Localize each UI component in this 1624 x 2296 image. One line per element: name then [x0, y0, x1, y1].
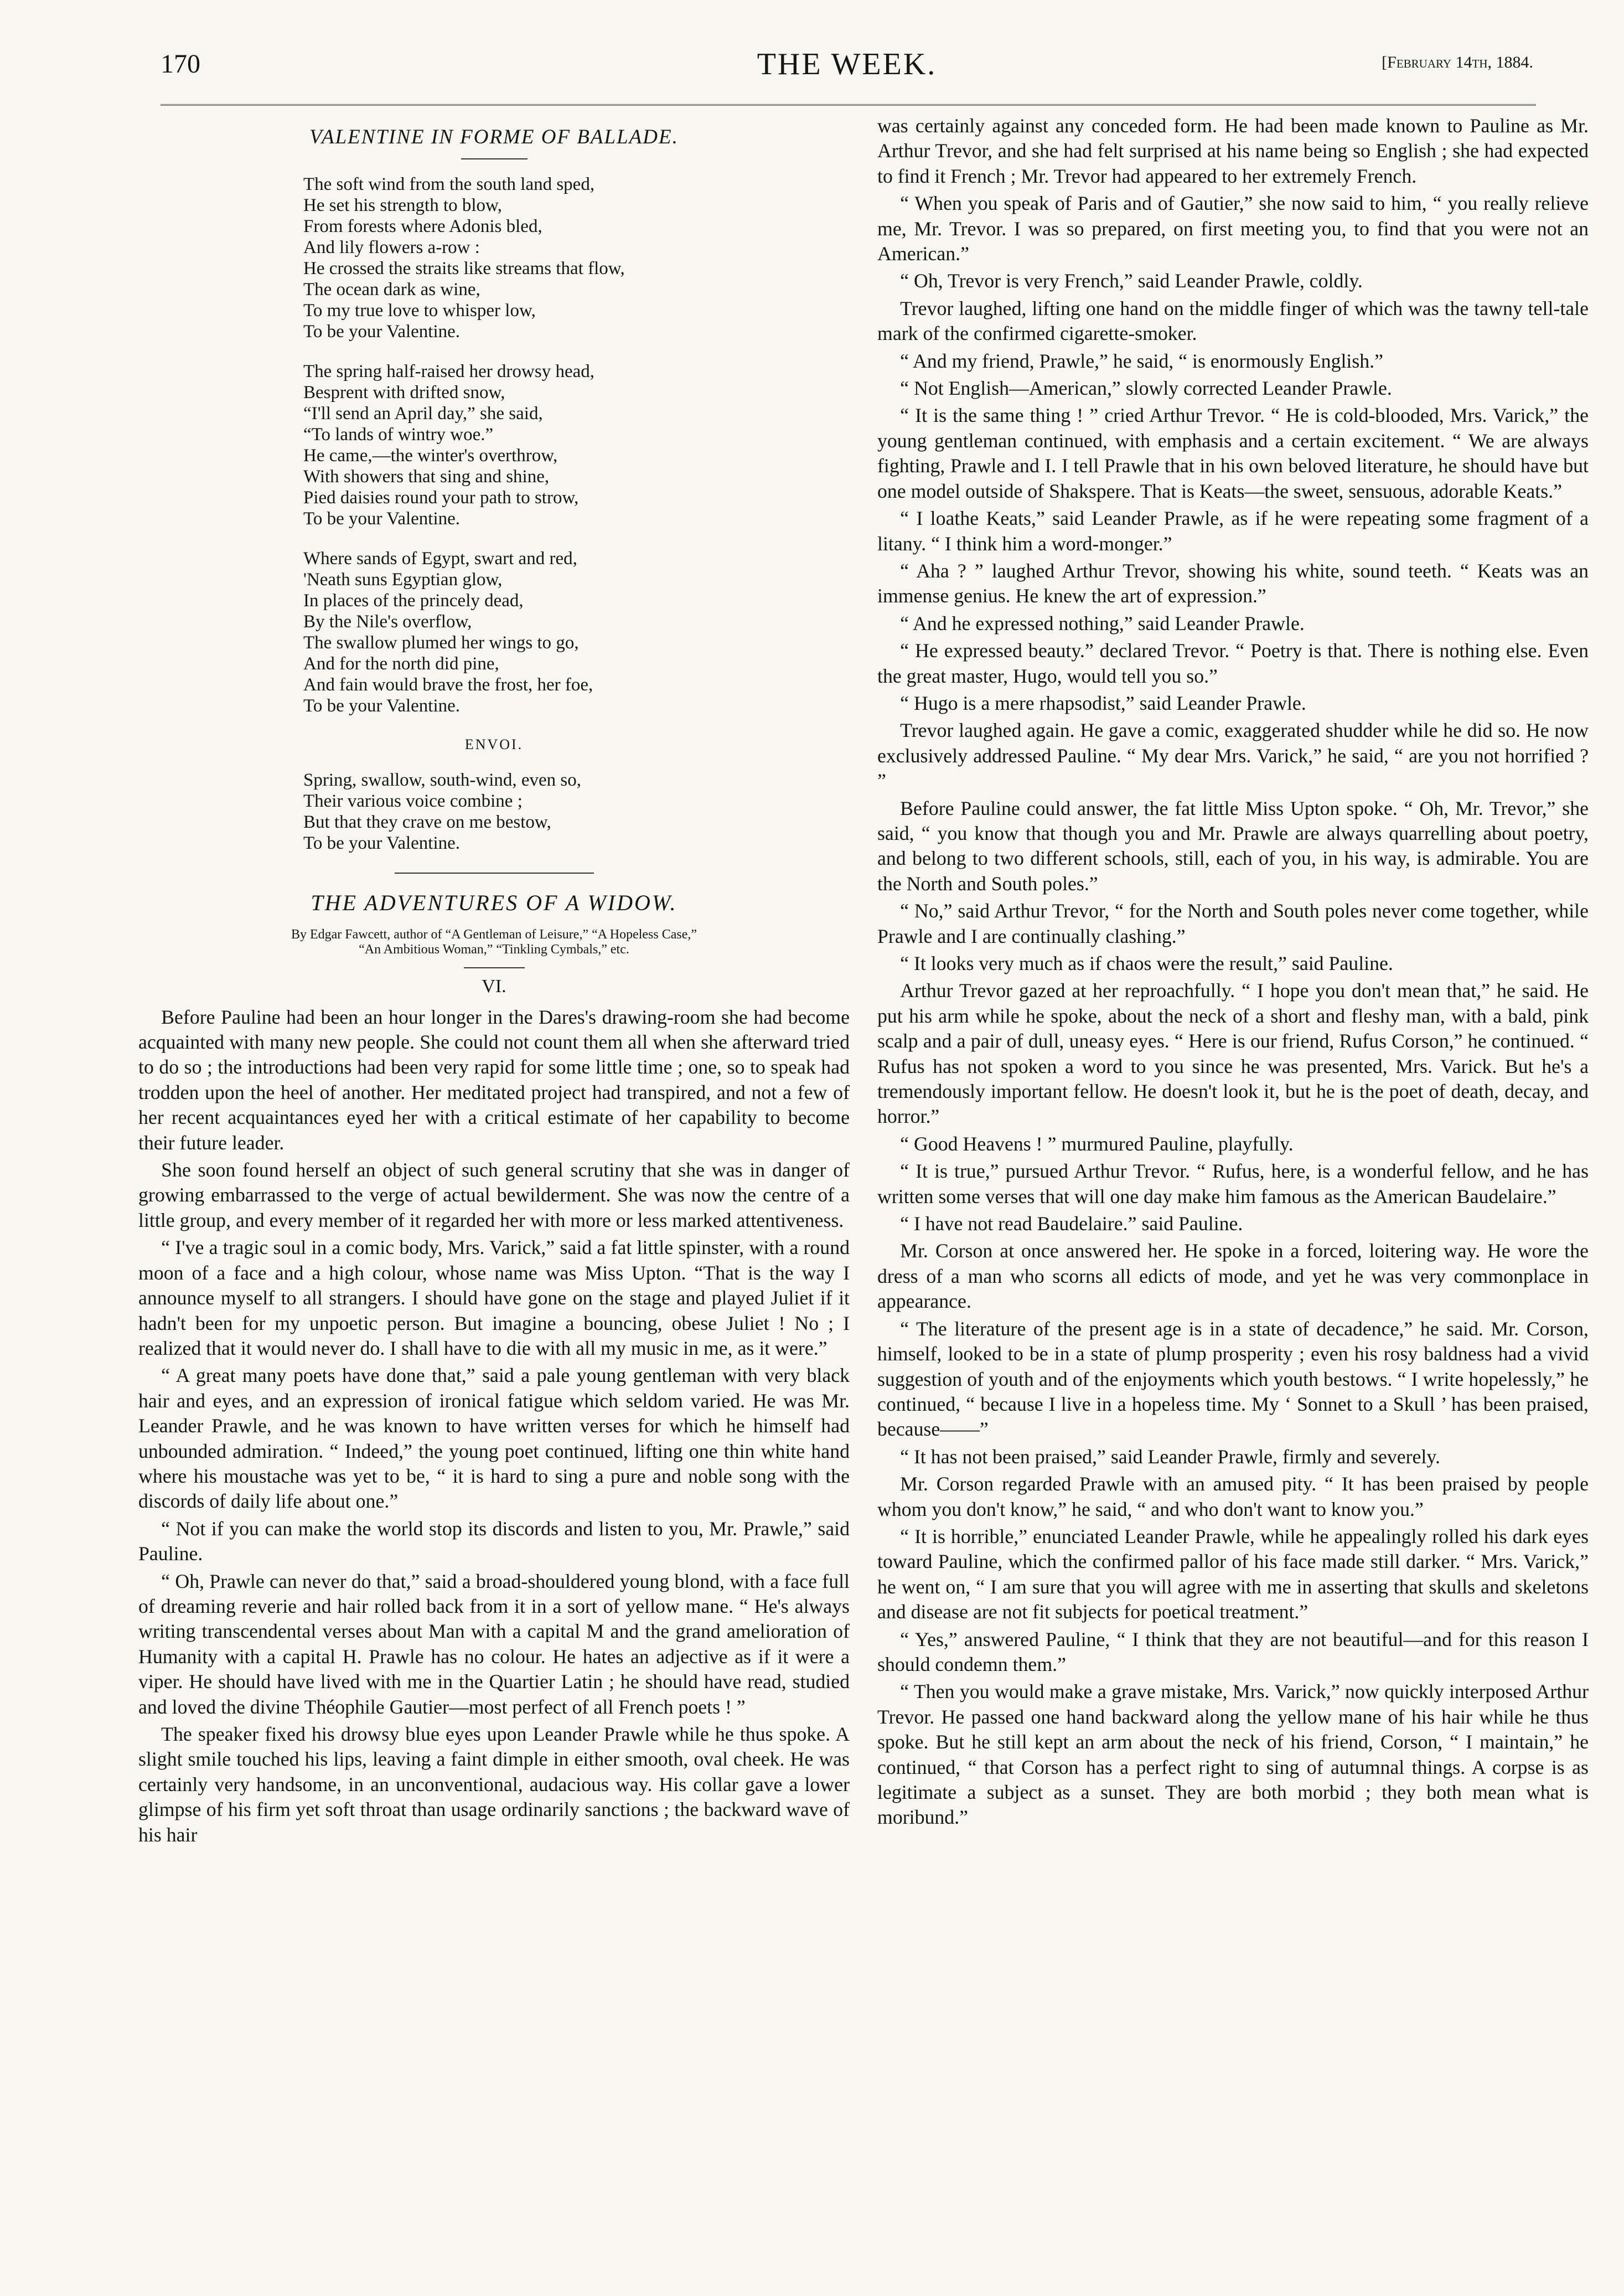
paragraph: Trevor laughed, lifting one hand on the middle finger of which was the tawny tell-tale mark of the confirmed cigarette-smoker.: [877, 297, 1589, 345]
chapter-rule: [464, 967, 525, 968]
poem-line: The spring half-raised her drowsy head,: [303, 362, 594, 382]
paragraph: “ Not if you can make the world stop its discords and listen to you, Mr. Prawle,” said Pauline.: [138, 1517, 850, 1565]
poem-line: Where sands of Egypt, swart and red,: [303, 549, 577, 569]
left-column: [138, 113, 850, 1850]
paragraph: “ It is true,” pursued Arthur Trevor. “ Rufus, here, is a wonderful fellow, and he has written some verses that will one day make him famous as the American Baudelaire.”: [877, 1160, 1589, 1208]
paragraph: “ Oh, Trevor is very French,” said Leander Prawle, coldly.: [900, 270, 1363, 292]
envoi-heading: ENVOI.: [464, 736, 524, 753]
page-number: 170: [161, 49, 200, 79]
paragraph: “ Aha ? ” laughed Arthur Trevor, showing his white, sound teeth. “ Keats was an immense genius. He knew the art of expression.”: [877, 559, 1589, 607]
page-header: [161, 49, 1533, 87]
paragraph: “ He expressed beauty.” declared Trevor. “ Poetry is that. There is nothing else. Even the great master, Hugo, would tell you so.”: [877, 639, 1589, 687]
poem-line: The swallow plumed her wings to go,: [303, 633, 579, 653]
poem-line: 'Neath suns Egyptian glow,: [303, 570, 503, 590]
paragraph: The speaker fixed his drowsy blue eyes upon Leander Prawle while he thus spoke. A slight smile touched his lips, leaving a faint dimple in either smooth, oval cheek. He was certainly very handsome, in an unconventional, audacious way. His collar gave a lower glimpse of his firm yet soft throat than usage ordinarily sanctions ; the backward wave of his hair: [138, 1723, 850, 1846]
poem-line: The soft wind from the south land sped,: [303, 174, 595, 195]
paragraph: Trevor laughed again. He gave a comic, exaggerated shudder while he did so. He now exclusively addressed Pauline. “ My dear Mrs. Varick,” he said, “ are you not horrified ? ”: [877, 719, 1589, 792]
paragraph: Before Pauline had been an hour longer in the Dares's drawing-room she had become acquainted with many new people. She could not count them all when she afterward tried to do so ; the introductions had been very rapid for some little time ; one, so to speak had trodden upon the heel of another. Her meditated project had transpired, and not a few of her recent acquaintances eyed her with a critical estimate of her capability to become their future leader.: [138, 1005, 850, 1154]
byline-line: “An Ambitious Woman,” “Tinkling Cymbals,” etc.: [359, 942, 629, 957]
poem-line: Spring, swallow, south-wind, even so,: [303, 770, 581, 790]
poem-line: Pied daisies round your path to strow,: [303, 488, 579, 508]
header-rule: [161, 104, 1536, 106]
poem-line: And fain would brave the frost, her foe,: [303, 675, 593, 695]
chapter-heading: [138, 967, 850, 999]
poem-line: And for the north did pine,: [303, 654, 499, 674]
poem-line: “I'll send an April day,” she said,: [303, 404, 543, 424]
paragraph: “ Hugo is a mere rhapsodist,” said Leander Prawle.: [900, 692, 1306, 714]
paragraph: Mr. Corson regarded Prawle with an amused pity. “ It has been praised by people whom you don't know,” he said, “ and who don't want to know you.”: [877, 1473, 1589, 1520]
paragraph: “ A great many poets have done that,” said a pale young gentleman with very black hair and eyes, and an expression of ironical fatigue which seldom varied. He was Mr. Leander Prawle, and he was known to have written verses for which he himself had unbounded admiration. “ Indeed,” the young poet continued, lifting one thin white hand where his moustache was yet to be, “ it is hard to sing a pure and noble song with the discords of daily life about one.”: [138, 1364, 850, 1513]
poem-line: The ocean dark as wine,: [303, 280, 480, 300]
section-divider: [395, 873, 594, 874]
paragraph: Mr. Corson at once answered her. He spoke in a forced, loitering way. He wore the dress of a man who scorns all edicts of mode, and yet he was very commonplace in appearance.: [877, 1240, 1589, 1313]
paragraph: “ And he expressed nothing,” said Leander Prawle.: [900, 612, 1305, 634]
poem-title: VALENTINE IN FORME OF BALLADE.: [309, 126, 679, 148]
paragraph: “ I have not read Baudelaire.” said Pauline.: [900, 1213, 1243, 1235]
byline-line: By Edgar Fawcett, author of “A Gentleman of Leisure,” “A Hopeless Case,”: [291, 927, 697, 942]
paragraph: “ Good Heavens ! ” murmured Pauline, playfully.: [900, 1132, 1294, 1155]
poem-line: By the Nile's overflow,: [303, 612, 472, 632]
right-column: [877, 113, 1589, 1833]
envoi-stanza: [303, 770, 850, 854]
poem-line: He set his strength to blow,: [303, 195, 502, 216]
poem-title-rule: [461, 158, 527, 159]
poem-line: He crossed the straits like streams that flow,: [303, 259, 625, 279]
poem-line: To be your Valentine.: [303, 833, 461, 853]
poem-stanza: [303, 548, 850, 716]
paragraph: “ Oh, Prawle can never do that,” said a broad-shouldered young blond, with a face full of dreaming reverie and hair rolled back from it in a sort of yellow mane. “ He's always writing transcendental verses about Man with a capital M and the grand amelioration of Humanity with a capital H. Prawle has no colour. He hates an adjective as if it were a viper. He should have lived with me in the Quartier Latin ; he should have read, studied and loved the divine Théophile Gautier—most perfect of all French poets ! ”: [138, 1570, 850, 1718]
paragraph: “ Then you would make a grave mistake, Mrs. Varick,” now quickly interposed Arthur Trevor. He passed one hand backward along the yellow mane of his hair while he thus spoke. But he still kept an arm about the neck of his friend, Corson, “ I maintain,” he continued, “ that Corson has a perfect right to sing of autumnal things. A corpse is as legitimate a subject as a sunset. They are both morbid ; they both mean what is moribund.”: [877, 1680, 1589, 1829]
poem-line: “To lands of wintry woe.”: [303, 425, 494, 445]
byline: [138, 927, 850, 957]
paragraph: “ Yes,” answered Pauline, “ I think that they are not beautiful—and for this reason I should condemn them.”: [877, 1628, 1589, 1675]
poem-line: In places of the princely dead,: [303, 591, 524, 611]
chapter-number: VI.: [482, 976, 506, 997]
poem-line: Besprent with drifted snow,: [303, 383, 505, 403]
paragraph: “ It is the same thing ! ” cried Arthur Trevor. “ He is cold-blooded, Mrs. Varick,” the young gentleman continued, with emphasis and a certain excitement. “ We are always fighting, Prawle and I. I tell Prawle that in his own beloved literature, he should have but one model outside of Shakspere. That is Keats—the sweet, sensuous, adorable Keats.”: [877, 404, 1589, 502]
poem-line: To be your Valentine.: [303, 696, 461, 716]
poem-line: And lily flowers a-row :: [303, 238, 480, 258]
paragraph: “ When you speak of Paris and of Gautier,” she now said to him, “ you really relieve me, Mr. Trevor. I was so prepared, on first meeting you, to find that you were not an American.”: [877, 192, 1589, 265]
poem-line: To be your Valentine.: [303, 322, 461, 342]
paragraph: “ The literature of the present age is in a state of decadence,” he said. Mr. Corson, himself, looked to be in a state of plump prosperity ; even his rosy baldness had a vivid suggestion of youth and of the enjoyments which youth bestows. “ I write hopelessly,” he continued, “ because I live in a hopeless time. My ‘ Sonnet to a Skull ’ has been praised, because——”: [877, 1317, 1589, 1441]
paragraph: “ I loathe Keats,” said Leander Prawle, as if he were repeating some fragment of a litany. “ I think him a word-monger.”: [877, 507, 1589, 555]
paragraph: “ It is horrible,” enunciated Leander Prawle, while he appealingly rolled his dark eyes toward Pauline, which the confirmed pallor of his face made still darker. “ Mrs. Varick,” he went on, “ I am sure that you will agree with me in asserting that skulls and skeletons and disease are not fit subjects for poetical treatment.”: [877, 1525, 1589, 1623]
poem-line: To my true love to whisper low,: [303, 301, 536, 321]
issue-date: [February 14th, 1884.: [1382, 53, 1533, 71]
paragraph: “ It looks very much as if chaos were the result,” said Pauline.: [900, 952, 1393, 974]
paragraph: Before Pauline could answer, the fat little Miss Upton spoke. “ Oh, Mr. Trevor,” she said, “ you know that though you and Mr. Prawle are always quarrelling about poetry, and belong to two different schools, still, each of you, in his way, is admirable. You are the North and South poles.”: [877, 797, 1589, 895]
poem-line: With showers that sing and shine,: [303, 467, 550, 487]
paragraph: She soon found herself an object of such general scrutiny that she was in danger of growing embarrassed to the verge of actual bewilderment. She was now the centre of a little group, and every member of it regarded her with more or less marked attentiveness.: [138, 1159, 850, 1231]
paragraph: Arthur Trevor gazed at her reproachfully. “ I hope you don't mean that,” he said. He put his arm while he spoke, about the neck of a short and fleshy man, with a bald, pink scalp and a pair of dull, uneasy eyes. “ Here is our friend, Rufus Corson,” he continued. “ Rufus has not spoken a word to you since he was presented, Mrs. Varick. But he's a tremendously important fellow. He doesn't look it, but he is the poet of death, decay, and horror.”: [877, 979, 1589, 1128]
paragraph: “ It has not been praised,” said Leander Prawle, firmly and severely.: [900, 1445, 1440, 1468]
story-title: THE ADVENTURES OF A WIDOW.: [311, 890, 677, 915]
paragraph: “ I've a tragic soul in a comic body, Mrs. Varick,” said a fat little spinster, with a round moon of a face and a high colour, whose name was Miss Upton. “That is the way I announce myself to all strangers. I should have gone on the stage and played Juliet if it hadn't been for my unpoetic person. But imagine a bouncing, obese Juliet ! No ; I realized that it would never do. I shall have to die with all my music in me, as it were.”: [138, 1236, 850, 1359]
poem-line: From forests where Adonis bled,: [303, 216, 542, 237]
poem-line: He came,—the winter's overthrow,: [303, 446, 558, 466]
paragraph: was certainly against any conceded form. He had been made known to Pauline as Mr. Arthur Trevor, and she had felt surprised at his name being so English ; she had expected to find it French ; Mr. Trevor had appeared to her extremely French.: [877, 115, 1589, 187]
poem-line: But that they crave on me bestow,: [303, 812, 551, 832]
paragraph: “ And my friend, Prawle,” he said, “ is enormously English.”: [900, 349, 1384, 372]
poem-line: To be your Valentine.: [303, 509, 461, 529]
poem-stanza: [303, 361, 850, 529]
publication-title: THE WEEK.: [757, 47, 937, 81]
paragraph: “ Not English—American,” slowly corrected Leander Prawle.: [900, 377, 1392, 400]
poem-stanza: [303, 174, 850, 342]
paragraph: “ No,” said Arthur Trevor, “ for the North and South poles never come together, while Prawle and I are continually clashing.”: [877, 900, 1589, 947]
poem-line: Their various voice combine ;: [303, 791, 523, 811]
